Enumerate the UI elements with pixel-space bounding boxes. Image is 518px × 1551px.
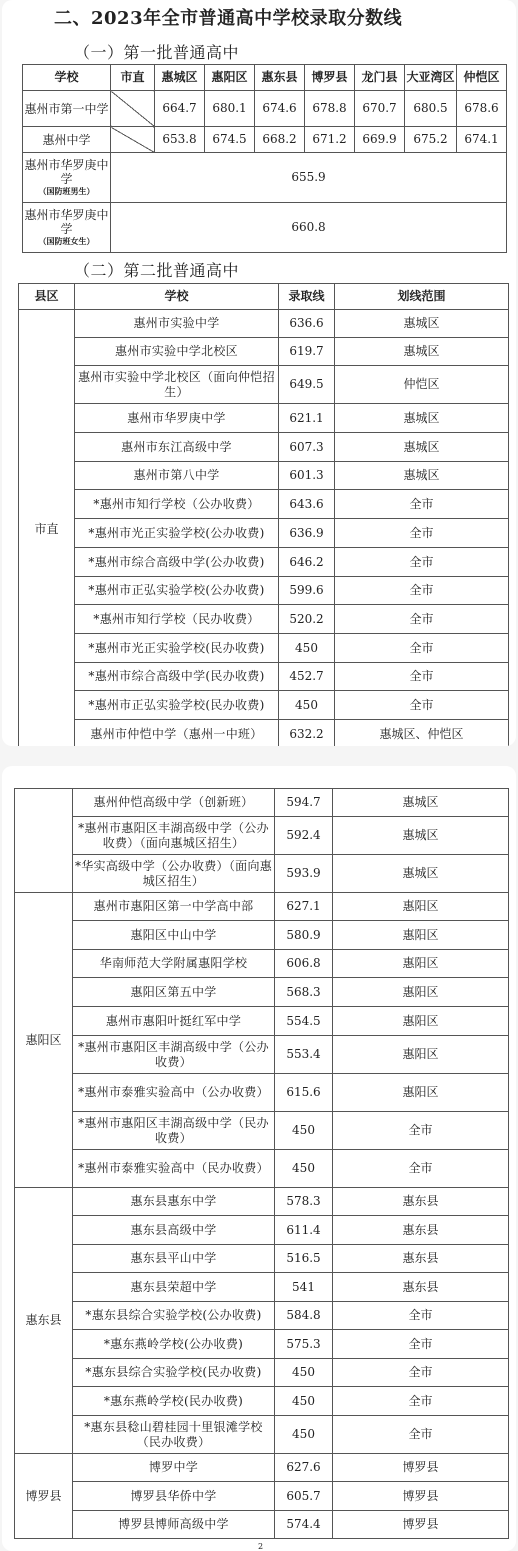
school-name: *惠州市综合高级中学(民办收费) (75, 663, 279, 691)
range-cell: 惠城区 (335, 310, 509, 338)
table-row (19, 433, 509, 462)
range-cell: 全市 (333, 1112, 509, 1150)
range-cell: 惠城区、仲恺区 (335, 720, 509, 747)
school-name: 惠州市第八中学 (75, 462, 279, 490)
school-name: 华南师范大学附属惠阳学校 (73, 950, 275, 978)
range-cell: 惠城区 (333, 855, 509, 893)
school-name: 惠州市实验中学北校区 (75, 338, 279, 366)
school-name: *惠州市光正实验学校(公办收费) (75, 519, 279, 548)
range-cell: 全市 (335, 663, 509, 691)
class-note: （国防班男生） (38, 186, 95, 196)
school-name: *惠东县综合实验学校(公办收费) (73, 1302, 275, 1330)
score-cell: 593.9 (275, 855, 333, 893)
range-cell: 惠城区 (335, 462, 509, 490)
table-row (15, 1387, 509, 1416)
range-cell: 惠阳区 (333, 978, 509, 1007)
score-cell: 615.6 (275, 1074, 333, 1112)
table-row (19, 691, 509, 720)
school-name: 惠阳区第五中学 (73, 978, 275, 1007)
school-name: *惠东燕岭学校(民办收费) (73, 1387, 275, 1416)
page-title: 二、2023年全市普通高中学校录取分数线 (54, 8, 403, 29)
header-huiyang: 惠阳区 (205, 65, 255, 91)
batch2-table-part1 (18, 283, 509, 746)
header-range: 划线范围 (335, 284, 509, 310)
table-row (19, 720, 509, 747)
range-cell: 全市 (335, 634, 509, 663)
score-cell: 678.8 (305, 91, 355, 127)
table-row (15, 855, 509, 893)
score-cell: 575.3 (275, 1330, 333, 1359)
school-name: 惠东县平山中学 (73, 1245, 275, 1273)
table-row (15, 1273, 509, 1302)
score-cell: 450 (275, 1359, 333, 1387)
range-cell: 仲恺区 (335, 366, 509, 404)
table-row (15, 950, 509, 978)
range-cell: 全市 (335, 490, 509, 519)
table-row (15, 921, 509, 950)
table-row (15, 1036, 509, 1074)
range-cell: 惠城区 (335, 338, 509, 366)
range-cell: 惠阳区 (333, 1007, 509, 1036)
school-name: *惠州市正弘实验学校(公办收费) (75, 577, 279, 605)
score-cell: 632.2 (279, 720, 335, 747)
range-cell: 全市 (335, 577, 509, 605)
score-cell: 636.6 (279, 310, 335, 338)
school-name: 博罗县博师高级中学 (73, 1511, 275, 1539)
range-cell: 惠东县 (333, 1245, 509, 1273)
table-row (23, 203, 507, 253)
score-cell: 580.9 (275, 921, 333, 950)
score-cell: 450 (275, 1387, 333, 1416)
table-row (23, 153, 507, 203)
school-name: 惠阳区中山中学 (73, 921, 275, 950)
range-cell: 博罗县 (333, 1482, 509, 1511)
table-row (15, 893, 509, 921)
table-row (19, 663, 509, 691)
header-district: 县区 (19, 284, 75, 310)
table-row (15, 1482, 509, 1511)
score-cell: 674.6 (255, 91, 305, 127)
range-cell: 全市 (335, 519, 509, 548)
range-cell: 全市 (335, 548, 509, 577)
school-name-text: 惠州市华罗庚中学 (24, 158, 109, 186)
score-cell: 553.4 (275, 1036, 333, 1074)
school-name: 惠东县高级中学 (73, 1216, 275, 1245)
range-cell: 惠城区 (335, 404, 509, 433)
score-cell: 653.8 (155, 127, 205, 153)
range-cell: 全市 (333, 1150, 509, 1188)
score-cell: 450 (279, 691, 335, 720)
score-cell: 594.7 (275, 789, 333, 817)
page-number: 2 (258, 1542, 264, 1551)
score-cell: 621.1 (279, 404, 335, 433)
score-cell: 680.1 (205, 91, 255, 127)
range-cell: 博罗县 (333, 1454, 509, 1482)
district-cell: 惠阳区 (15, 893, 73, 1188)
score-cell: 584.8 (275, 1302, 333, 1330)
score-cell: 554.5 (275, 1007, 333, 1036)
school-name: *惠州市泰雅实验高中（公办收费） (73, 1074, 275, 1112)
score-cell: 627.6 (275, 1454, 333, 1482)
score-cell: 627.1 (275, 893, 333, 921)
table-row (19, 519, 509, 548)
range-cell: 全市 (335, 691, 509, 720)
batch2-table-part2 (14, 788, 509, 1539)
range-cell: 惠阳区 (333, 1036, 509, 1074)
range-cell: 全市 (335, 605, 509, 634)
score-cell: 520.2 (279, 605, 335, 634)
table-row (15, 1007, 509, 1036)
table-row (19, 605, 509, 634)
table-row (15, 1150, 509, 1188)
range-cell: 惠东县 (333, 1273, 509, 1302)
score-cell: 660.8 (111, 203, 507, 253)
score-cell: 655.9 (111, 153, 507, 203)
range-cell: 惠城区 (333, 817, 509, 855)
school-name-text: 惠州市华罗庚中学 (24, 208, 109, 236)
range-cell: 全市 (333, 1416, 509, 1454)
table-row (23, 91, 507, 127)
diagonal-cell (111, 91, 155, 127)
range-cell: 惠城区 (335, 433, 509, 462)
school-name: 惠州市第一中学 (23, 91, 111, 127)
school-name: *惠州市知行学校（民办收费） (75, 605, 279, 634)
school-name: *惠东县稔山碧桂园十里银滩学校（民办收费） (73, 1416, 275, 1454)
score-cell: 643.6 (279, 490, 335, 519)
batch2-header-row (19, 284, 509, 310)
header-dayawan: 大亚湾区 (405, 65, 457, 91)
district-cell: 博罗县 (15, 1454, 73, 1539)
range-cell: 全市 (333, 1387, 509, 1416)
table-row (15, 789, 509, 817)
table-row (19, 338, 509, 366)
school-name (23, 153, 111, 203)
score-cell: 678.6 (457, 91, 507, 127)
score-cell: 646.2 (279, 548, 335, 577)
score-cell: 601.3 (279, 462, 335, 490)
school-name: *华实高级中学（公办收费）（面向惠城区招生） (73, 855, 275, 893)
table-row (15, 1511, 509, 1539)
school-name: *惠州市知行学校（公办收费） (75, 490, 279, 519)
district-cell: 惠东县 (15, 1188, 73, 1454)
school-name (23, 203, 111, 253)
range-cell: 惠阳区 (333, 1074, 509, 1112)
page-card-1 (2, 0, 516, 746)
score-cell: 668.2 (255, 127, 305, 153)
score-cell: 669.9 (355, 127, 405, 153)
score-cell: 675.2 (405, 127, 457, 153)
header-huicheng: 惠城区 (155, 65, 205, 91)
school-name: *惠州市综合高级中学(公办收费) (75, 548, 279, 577)
range-cell: 惠东县 (333, 1216, 509, 1245)
score-cell: 636.9 (279, 519, 335, 548)
score-cell: 611.4 (275, 1216, 333, 1245)
batch1-table (22, 64, 507, 253)
school-name: 惠州市惠阳叶挺红军中学 (73, 1007, 275, 1036)
score-cell: 516.5 (275, 1245, 333, 1273)
table-row (15, 1302, 509, 1330)
school-name: *惠州市惠阳区丰湖高级中学（公办收费） (73, 1036, 275, 1074)
score-cell: 619.7 (279, 338, 335, 366)
range-cell: 全市 (333, 1302, 509, 1330)
district-cell-continued (15, 789, 73, 893)
school-name: 惠州市实验中学 (75, 310, 279, 338)
table-row (15, 1188, 509, 1216)
score-cell: 680.5 (405, 91, 457, 127)
page-card-2 (2, 766, 516, 1551)
score-cell: 674.5 (205, 127, 255, 153)
school-name: 惠州中学 (23, 127, 111, 153)
score-cell: 450 (275, 1150, 333, 1188)
diagonal-cell (111, 127, 155, 153)
school-name: *惠州市正弘实验学校(民办收费) (75, 691, 279, 720)
header-score: 录取线 (279, 284, 335, 310)
score-cell: 599.6 (279, 577, 335, 605)
school-name: 惠州仲恺高级中学（创新班） (73, 789, 275, 817)
range-cell: 全市 (333, 1359, 509, 1387)
batch2-subtitle: （二）第二批普通高中 (74, 261, 240, 280)
score-cell: 664.7 (155, 91, 205, 127)
table-row (15, 1074, 509, 1112)
score-cell: 450 (275, 1112, 333, 1150)
table-row (19, 366, 509, 404)
score-cell: 450 (275, 1416, 333, 1454)
table-row (15, 1112, 509, 1150)
school-name: *惠东县综合实验学校(民办收费) (73, 1359, 275, 1387)
score-cell: 452.7 (279, 663, 335, 691)
school-name: 博罗中学 (73, 1454, 275, 1482)
score-cell: 450 (279, 634, 335, 663)
range-cell: 惠阳区 (333, 950, 509, 978)
school-name: *惠州市惠阳区丰湖高级中学（公办收费）（面向惠城区招生） (73, 817, 275, 855)
header-shizhi: 市直 (111, 65, 155, 91)
district-cell: 市直 (19, 310, 75, 747)
school-name: 惠州市华罗庚中学 (75, 404, 279, 433)
score-cell: 605.7 (275, 1482, 333, 1511)
school-name: *惠东燕岭学校(公办收费) (73, 1330, 275, 1359)
score-cell: 607.3 (279, 433, 335, 462)
school-name: *惠州市惠阳区丰湖高级中学（民办收费） (73, 1112, 275, 1150)
score-cell: 574.4 (275, 1511, 333, 1539)
table-row (23, 127, 507, 153)
header-school: 学校 (75, 284, 279, 310)
table-row (15, 978, 509, 1007)
school-name: 惠州市惠阳区第一中学高中部 (73, 893, 275, 921)
school-name: 惠州市仲恺中学（惠州一中班） (75, 720, 279, 747)
class-note: （国防班女生） (38, 236, 95, 246)
header-huidong: 惠东县 (255, 65, 305, 91)
score-cell: 578.3 (275, 1188, 333, 1216)
table-row (15, 817, 509, 855)
table-row (19, 310, 509, 338)
school-name: 惠东县惠东中学 (73, 1188, 275, 1216)
table-row (19, 634, 509, 663)
score-cell: 670.7 (355, 91, 405, 127)
table-row (15, 1416, 509, 1454)
score-cell: 541 (275, 1273, 333, 1302)
batch1-header-row (23, 65, 507, 91)
header-longmen: 龙门县 (355, 65, 405, 91)
school-name: *惠州市泰雅实验高中（民办收费） (73, 1150, 275, 1188)
score-cell: 592.4 (275, 817, 333, 855)
score-cell: 671.2 (305, 127, 355, 153)
table-row (15, 1245, 509, 1273)
table-row (19, 490, 509, 519)
school-name: *惠州市光正实验学校(民办收费) (75, 634, 279, 663)
header-school: 学校 (23, 65, 111, 91)
table-row (19, 462, 509, 490)
header-boluo: 博罗县 (305, 65, 355, 91)
header-zhongkai: 仲恺区 (457, 65, 507, 91)
range-cell: 惠阳区 (333, 893, 509, 921)
table-row (15, 1330, 509, 1359)
score-cell: 606.8 (275, 950, 333, 978)
school-name: 惠州市实验中学北校区（面向仲恺招生） (75, 366, 279, 404)
range-cell: 博罗县 (333, 1511, 509, 1539)
school-name: 惠州市东江高级中学 (75, 433, 279, 462)
school-name: 惠东县荣超中学 (73, 1273, 275, 1302)
table-row (15, 1454, 509, 1482)
range-cell: 惠阳区 (333, 921, 509, 950)
range-cell: 惠城区 (333, 789, 509, 817)
range-cell: 惠东县 (333, 1188, 509, 1216)
batch1-subtitle: （一）第一批普通高中 (74, 43, 240, 62)
table-row (15, 1359, 509, 1387)
score-cell: 649.5 (279, 366, 335, 404)
table-row (19, 404, 509, 433)
table-row (19, 548, 509, 577)
school-name: 博罗县华侨中学 (73, 1482, 275, 1511)
table-row (15, 1216, 509, 1245)
score-cell: 674.1 (457, 127, 507, 153)
table-row (19, 577, 509, 605)
score-cell: 568.3 (275, 978, 333, 1007)
range-cell: 全市 (333, 1330, 509, 1359)
